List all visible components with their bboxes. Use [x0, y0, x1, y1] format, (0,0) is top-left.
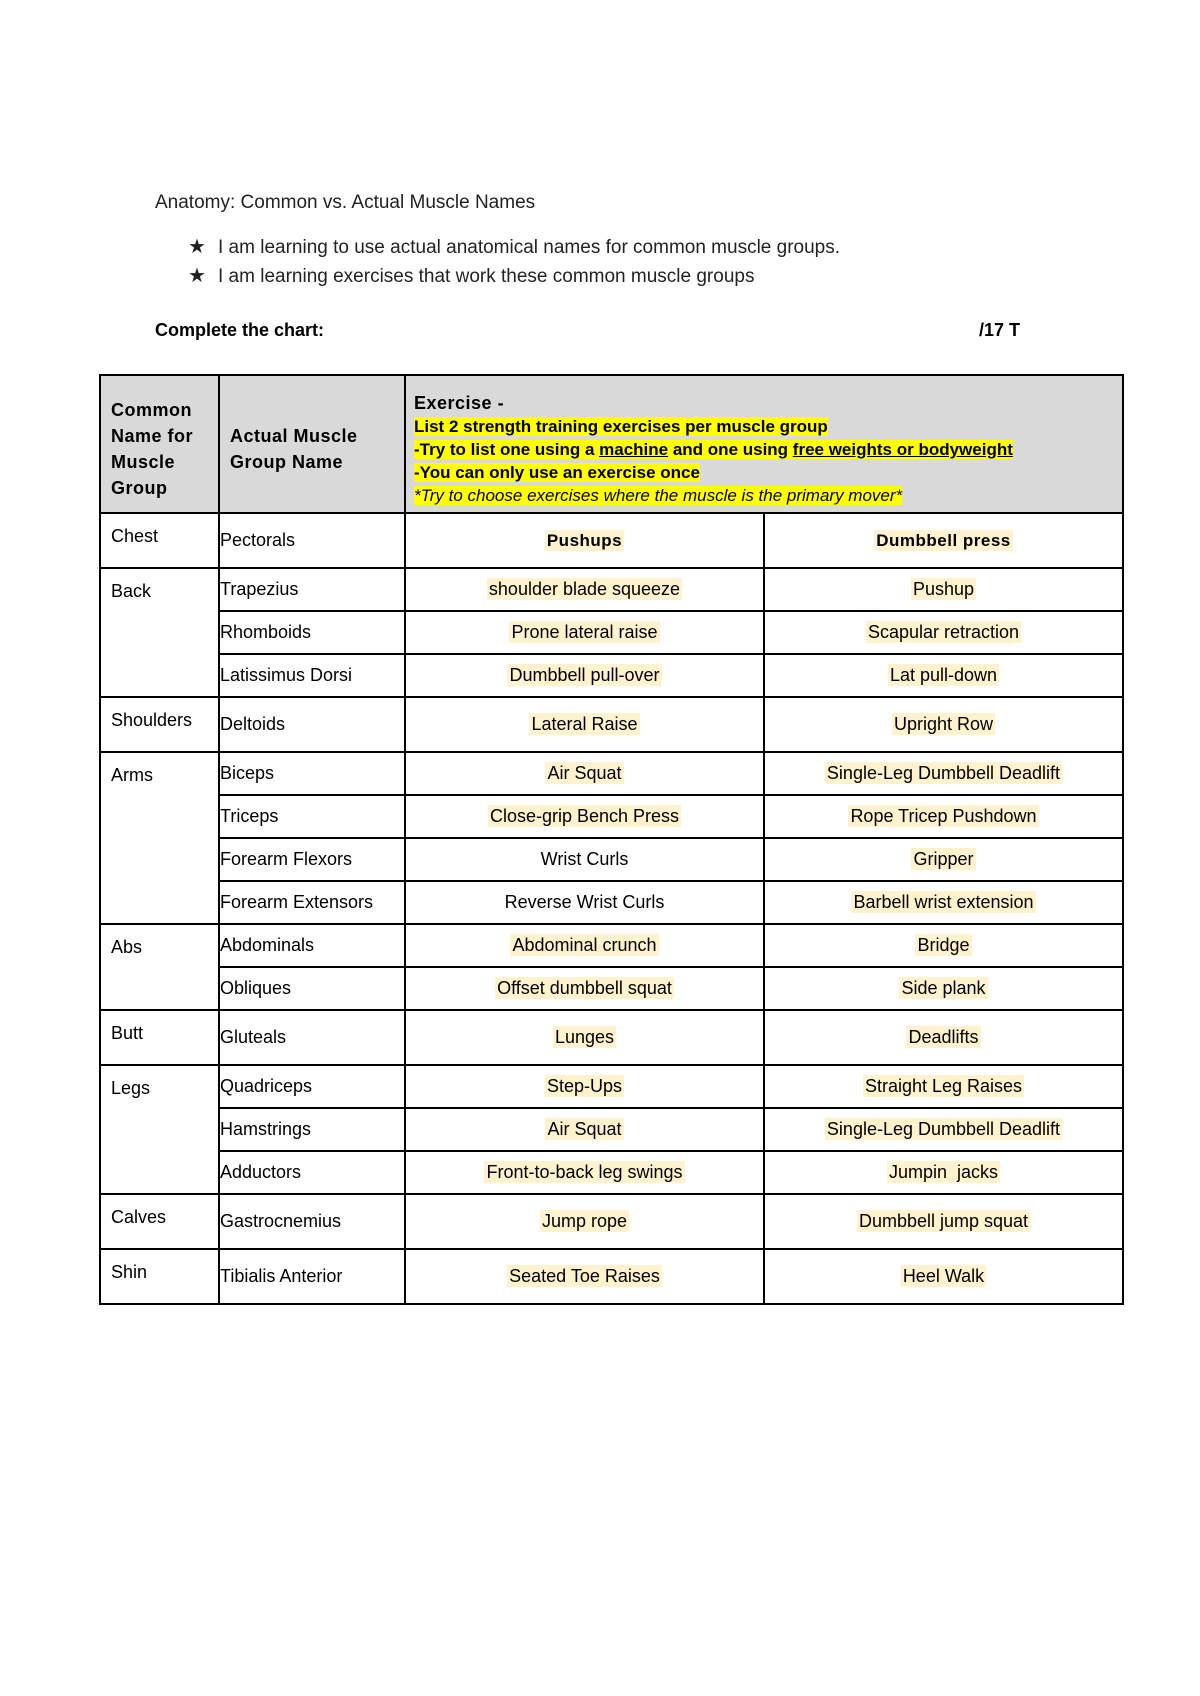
table-row: [100, 1151, 1123, 1194]
header-common-name: Common Name for Muscle Group: [100, 375, 219, 513]
exercise-instruction-2c: and one using: [668, 440, 793, 459]
muscle-cell: Hamstrings: [219, 1108, 405, 1151]
table-row: [100, 1108, 1123, 1151]
table-row: [100, 1249, 1123, 1304]
exercise-1-cell: Front-to-back leg swings: [405, 1151, 764, 1194]
header-exercise: [405, 375, 1123, 513]
exercise-1-cell: Jump rope: [405, 1194, 764, 1249]
exercise-1-cell: Seated Toe Raises: [405, 1249, 764, 1304]
muscle-cell: Trapezius: [219, 568, 405, 611]
exercise-2-cell: Dumbbell jump squat: [764, 1194, 1123, 1249]
group-cell: Chest: [100, 513, 219, 568]
goal-text: I am learning exercises that work these common muscle groups: [218, 266, 755, 287]
exercise-2-cell: Pushup: [764, 568, 1123, 611]
muscle-cell: Quadriceps: [219, 1065, 405, 1108]
exercise-1-cell: Reverse Wrist Curls: [405, 881, 764, 924]
exercise-instruction-1: List 2 strength training exercises per muscle group: [414, 417, 828, 436]
header-row: [100, 375, 1123, 513]
exercise-1-cell: Wrist Curls: [405, 838, 764, 881]
group-cell: Calves: [100, 1194, 219, 1249]
learning-goals-list: [188, 233, 840, 291]
exercise-2-cell: Side plank: [764, 967, 1123, 1010]
exercise-2-cell: Single-Leg Dumbbell Deadlift: [764, 1108, 1123, 1151]
exercise-2-cell: Heel Walk: [764, 1249, 1123, 1304]
muscle-cell: Latissimus Dorsi: [219, 654, 405, 697]
complete-chart-label: Complete the chart:: [155, 320, 325, 340]
group-cell: Butt: [100, 1010, 219, 1065]
group-cell: Abs: [100, 924, 219, 1010]
exercise-instruction-3: -You can only use an exercise once: [414, 463, 700, 482]
muscle-cell: Abdominals: [219, 924, 405, 967]
star-icon: ★: [188, 265, 206, 287]
exercise-2-cell: Straight Leg Raises: [764, 1065, 1123, 1108]
group-cell: Back: [100, 568, 219, 697]
table-row: [100, 752, 1123, 795]
exercise-1-cell: Offset dumbbell squat: [405, 967, 764, 1010]
exercise-instruction-2a: -Try to list one using a: [414, 440, 600, 459]
table-row: [100, 513, 1123, 568]
muscle-cell: Biceps: [219, 752, 405, 795]
table-row: [100, 1010, 1123, 1065]
table-row: [100, 881, 1123, 924]
exercise-2-cell: Dumbbell press: [764, 513, 1123, 568]
exercise-title: Exercise -: [414, 393, 505, 413]
table-row: [100, 1194, 1123, 1249]
muscle-cell: Forearm Extensors: [219, 881, 405, 924]
exercise-2-cell: Bridge: [764, 924, 1123, 967]
muscle-cell: Deltoids: [219, 697, 405, 752]
exercise-1-cell: Dumbbell pull-over: [405, 654, 764, 697]
exercise-1-cell: Close-grip Bench Press: [405, 795, 764, 838]
exercise-1-cell: Air Squat: [405, 1108, 764, 1151]
exercise-1-cell: Lateral Raise: [405, 697, 764, 752]
muscle-cell: Obliques: [219, 967, 405, 1010]
star-icon: ★: [188, 236, 206, 258]
exercise-2-cell: Scapular retraction: [764, 611, 1123, 654]
exercise-2-cell: Rope Tricep Pushdown: [764, 795, 1123, 838]
muscle-cell: Pectorals: [219, 513, 405, 568]
muscle-cell: Rhomboids: [219, 611, 405, 654]
group-cell: Legs: [100, 1065, 219, 1194]
page-title: Anatomy: Common vs. Actual Muscle Names: [155, 192, 536, 213]
table-row: [100, 795, 1123, 838]
exercise-2-cell: Gripper: [764, 838, 1123, 881]
exercise-1-cell: Air Squat: [405, 752, 764, 795]
exercise-1-cell: Step-Ups: [405, 1065, 764, 1108]
group-cell: Arms: [100, 752, 219, 924]
exercise-1-cell: Prone lateral raise: [405, 611, 764, 654]
exercise-1-cell: Lunges: [405, 1010, 764, 1065]
muscle-cell: Adductors: [219, 1151, 405, 1194]
exercise-2-cell: Deadlifts: [764, 1010, 1123, 1065]
score-total: /17 T: [979, 320, 1021, 340]
group-cell: Shin: [100, 1249, 219, 1304]
table-row: [100, 1065, 1123, 1108]
goal-text: I am learning to use actual anatomical names for common muscle groups.: [218, 237, 841, 258]
machine-underlined: machine: [599, 440, 669, 459]
exercise-2-cell: Lat pull-down: [764, 654, 1123, 697]
exercise-1-cell: Pushups: [405, 513, 764, 568]
table-row: [100, 611, 1123, 654]
exercise-2-cell: Single-Leg Dumbbell Deadlift: [764, 752, 1123, 795]
muscle-cell: Forearm Flexors: [219, 838, 405, 881]
muscle-cell: Tibialis Anterior: [219, 1249, 405, 1304]
group-cell: Shoulders: [100, 697, 219, 752]
header-actual-name: Actual Muscle Group Name: [219, 375, 405, 513]
exercise-1-cell: Abdominal crunch: [405, 924, 764, 967]
table-row: [100, 924, 1123, 967]
exercise-1-cell: shoulder blade squeeze: [405, 568, 764, 611]
exercise-2-cell: Upright Row: [764, 697, 1123, 752]
exercise-instruction-4: *Try to choose exercises where the muscle is the primary mover*: [414, 486, 903, 505]
muscle-cell: Triceps: [219, 795, 405, 838]
muscle-cell: Gluteals: [219, 1010, 405, 1065]
table-row: [100, 568, 1123, 611]
table-row: [100, 697, 1123, 752]
table-row: [100, 838, 1123, 881]
exercise-2-cell: Jumpin jacks: [764, 1151, 1123, 1194]
free-weights-underlined: free weights or bodyweight: [792, 440, 1013, 459]
goal-item: [188, 262, 840, 291]
muscle-cell: Gastrocnemius: [219, 1194, 405, 1249]
muscle-chart-table: [99, 374, 1124, 1305]
goal-item: [188, 233, 840, 262]
table-row: [100, 654, 1123, 697]
table-row: [100, 967, 1123, 1010]
exercise-2-cell: Barbell wrist extension: [764, 881, 1123, 924]
